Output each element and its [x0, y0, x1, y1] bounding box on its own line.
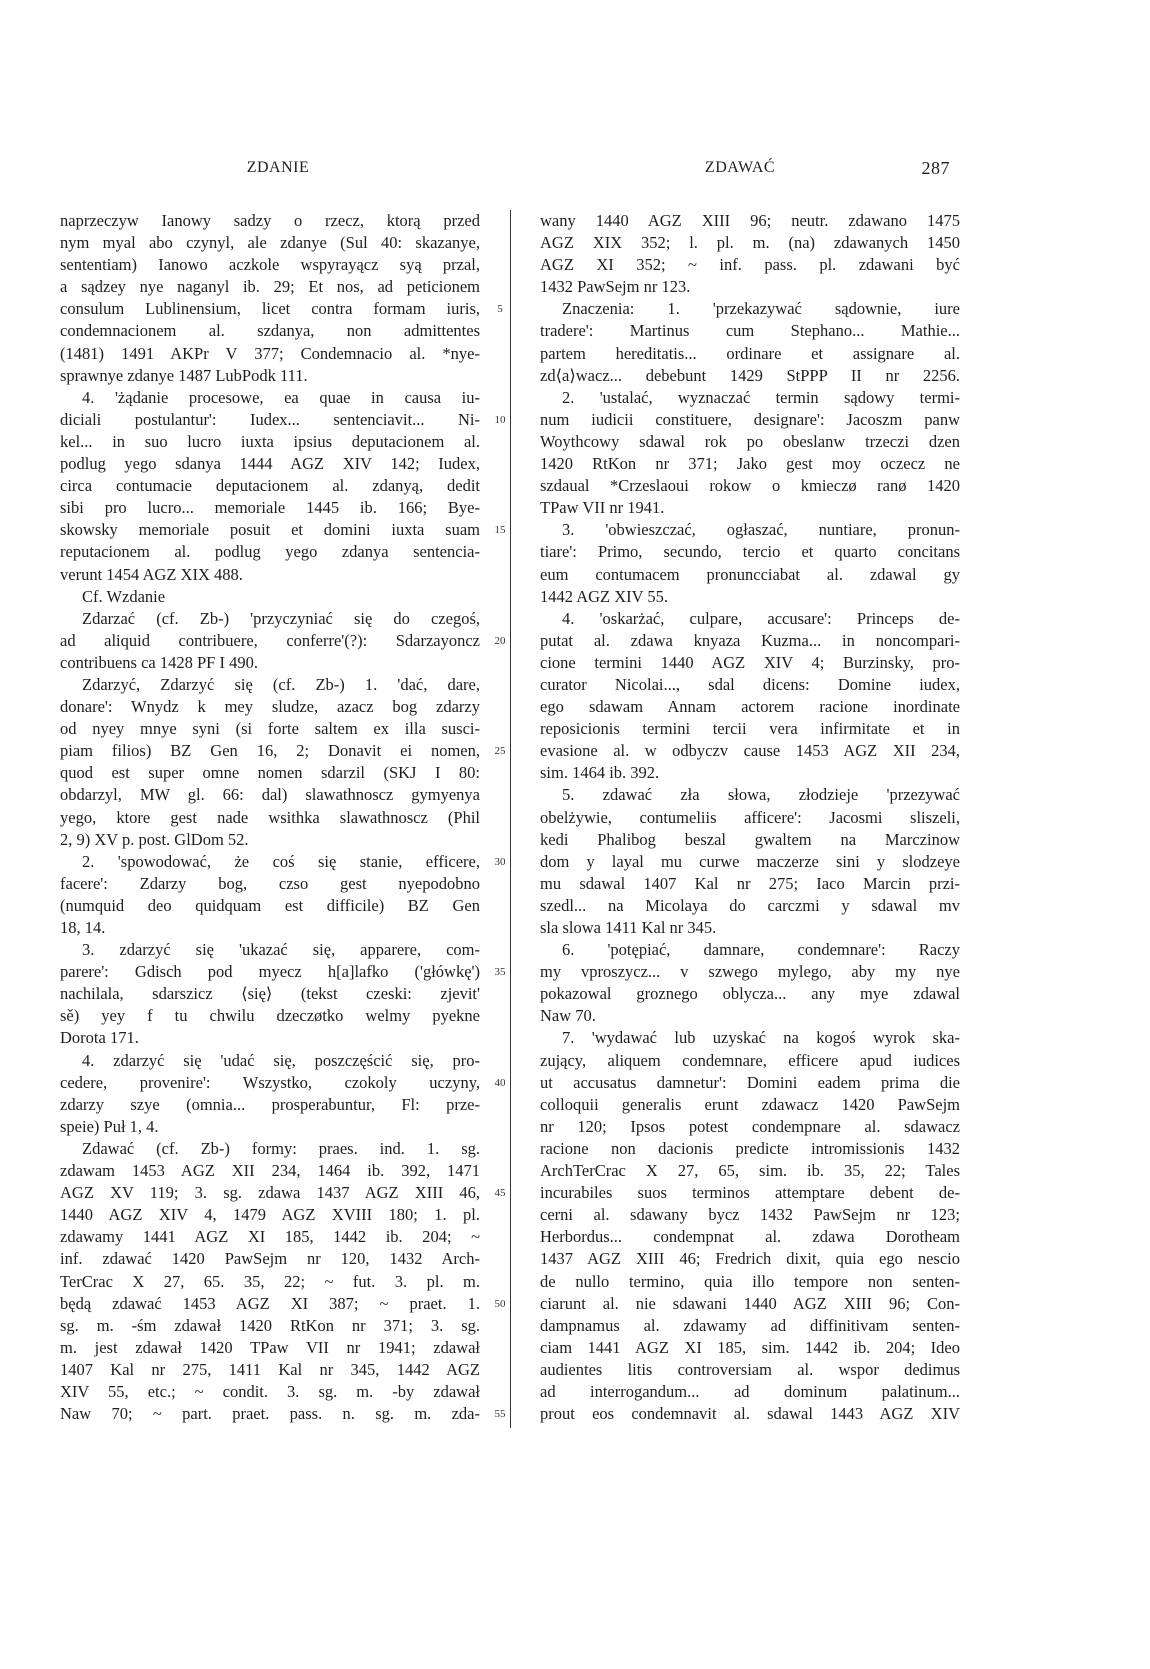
text-line: a sądzey nye naganyl ib. 29; Et nos, ad peticionem: [60, 277, 480, 297]
text-line: obelżywie, contumeliis afficere': Jacosmi sliszeli,: [540, 807, 960, 827]
text-line: Dorota 171.: [60, 1028, 139, 1048]
text-line: Zdarzać (cf. Zb-) 'przyczyniać się do czegoś,: [82, 608, 480, 628]
text-line: Herbordus... condempnat al. zdawa Dorotheam: [540, 1227, 960, 1247]
text-line: de nullo termino, quia illo tempore non senten-: [540, 1271, 960, 1291]
text-line: sibi pro lucro... memoriale 1445 ib. 166; Bye-: [60, 498, 480, 518]
line-number: 55: [494, 1408, 506, 1421]
text-line: cerni al. sdawany bycz 1432 PawSejm nr 123;: [540, 1205, 960, 1225]
text-line: eum contumacem pronuncciabat al. zdawal gy: [540, 564, 960, 584]
text-line: kel... in suo lucro iuxta ipsius deputacionem al.: [60, 431, 480, 451]
text-line: ad aliquid contribuere, conferre'(?): Sdarzayoncz: [60, 630, 480, 650]
text-line: cedere, provenire': Wszystko, czokoly uczyny,: [60, 1072, 480, 1092]
text-line: szedl... na Micolaya do carczmi y sdawal mv: [540, 895, 960, 915]
page-number: 287: [921, 158, 950, 178]
text-line: kedi Phalibog beszal gwaltem na Marczinow: [540, 829, 960, 849]
text-line: 1420 RtKon nr 371; Jako gest moy oczecz ne: [540, 454, 960, 474]
right-column: [540, 210, 960, 1425]
text-line: ego sdawam Annam actorem racione inordinate: [540, 697, 960, 717]
text-line: ciarunt al. nie sdawani 1440 AGZ XIII 96; Con-: [540, 1293, 960, 1313]
text-line: m. jest zdawał 1420 TPaw VII nr 1941; zdawał: [60, 1337, 480, 1357]
text-line: 2. 'spowodować, że coś się stanie, efficere,: [82, 851, 480, 871]
line-number: 45: [494, 1187, 506, 1200]
text-line: donare': Wnydz k mey sludze, azacz bog zdarzy: [60, 697, 480, 717]
text-line: prout eos condemnavit al. sdawal 1443 AGZ XIV: [540, 1404, 960, 1424]
text-line: XIV 55, etc.; ~ condit. 3. sg. m. -by zdawał: [60, 1381, 480, 1401]
running-head-left: ZDANIE: [246, 159, 310, 176]
text-line: 1442 AGZ XIV 55.: [540, 586, 669, 606]
text-line: Naw 70; ~ part. praet. pass. n. sg. m. zda-: [60, 1404, 480, 1424]
text-line: Cf. Wzdanie: [82, 586, 166, 606]
text-line: 4. 'żądanie procesowe, ea quae in causa iu-: [82, 387, 480, 407]
text-line: circa contumacie deputacionem al. zdanyą, dedit: [60, 476, 480, 496]
line-number: 15: [494, 524, 506, 537]
text-line: od nyey mnye syni (si forte saltem ex illa susci-: [60, 719, 480, 739]
line-number: 30: [494, 855, 506, 868]
text-line: Zdarzyć, Zdarzyć się (cf. Zb-) 1. 'dać, dare,: [82, 674, 480, 694]
text-line: zdawam 1453 AGZ XII 234, 1464 ib. 392, 1471: [60, 1161, 480, 1181]
text-line: naprzeczyw Ianowy sadzy o rzecz, ktorą przed: [60, 211, 480, 230]
text-line: inf. zdawać 1420 PawSejm nr 120, 1432 Arch-: [60, 1249, 480, 1269]
text-line: 4. zdarzyć się 'udać się, poszczęścić się, pro-: [82, 1050, 480, 1070]
column-divider: [510, 210, 511, 1428]
text-line: 6. 'potępiać, damnare, condemnare': Raczy: [562, 940, 960, 960]
text-line: audientes litis controversiam al. wspor dedimus: [540, 1359, 960, 1379]
line-number: 40: [494, 1076, 506, 1089]
text-line: diciali postulantur': Iudex... sentenciavit... Ni-: [60, 409, 480, 429]
text-line: zdawamy 1441 AGZ XI 185, 1442 ib. 204; ~: [60, 1227, 480, 1247]
text-line: 1437 AGZ XIII 46; Fredrich dixit, quia ego nescio: [540, 1249, 960, 1269]
text-line: ad interrogandum... ad dominum palatinum...: [540, 1381, 960, 1401]
text-line: zujący, aliquem condemnare, efficere apud iudices: [540, 1050, 960, 1070]
text-line: reputacionem al. podlug yego zdanya sentencia-: [60, 542, 480, 562]
text-line: szdaual *Crzeslaoui rokow o kmieczø ranø 1420: [540, 476, 960, 496]
text-line: 1432 PawSejm nr 123.: [540, 277, 691, 297]
text-line: partem hereditatis... ordinare et assignare al.: [540, 343, 960, 363]
text-line: Woythcowy sdawal rok po obeslanw trzeczi dzen: [540, 431, 960, 451]
text-line: consulum Lublinensium, licet contra formam iuris,: [60, 299, 480, 319]
running-head-right: ZDAWAĆ: [704, 159, 776, 176]
text-line: nachilala, sdarszicz ⟨się⟩ (tekst czeski: zjevit': [60, 984, 480, 1004]
text-line: sě) yey f tu chwilu dzeczøtko welmy pyekne: [60, 1006, 480, 1026]
line-number: 50: [494, 1297, 506, 1310]
text-line: parere': Gdisch pod myecz h[a]lafko ('główkę'): [60, 962, 480, 982]
text-line: TPaw VII nr 1941.: [540, 498, 665, 518]
text-line: skowsky memoriale posuit et domini iuxta suam: [60, 520, 480, 540]
text-line: zd⟨a⟩wacz... debebunt 1429 StPPP II nr 2256.: [540, 365, 960, 385]
text-line: 18, 14.: [60, 918, 106, 937]
text-line: zdarzy szye (omnia... prosperabuntur, Fl: prze-: [60, 1094, 480, 1114]
text-line: speie) Puł 1, 4.: [60, 1116, 159, 1136]
text-line: piam filios) BZ Gen 16, 2; Donavit ei nomen,: [60, 741, 480, 761]
text-line: 2, 9) XV p. post. GlDom 52.: [60, 829, 249, 849]
text-line: yego, ktore gest nade wsithka slawathnoscz (Phil: [60, 807, 480, 827]
line-number: 10: [494, 413, 506, 426]
text-line: putat al. zdawa knyaza Kuzma... in noncompari-: [540, 630, 960, 650]
text-line: mu sdawal 1407 Kal nr 275; Iaco Marcin przi-: [540, 873, 960, 893]
text-line: 3. zdarzyć się 'ukazać się, apparere, com-: [82, 940, 480, 960]
text-line: sla slowa 1411 Kal nr 345.: [540, 918, 717, 937]
text-line: dom y layal mu curwe maczerze sini y slodzeye: [540, 851, 960, 871]
text-line: cione termini 1440 AGZ XIV 4; Burzinsky, pro-: [540, 652, 960, 672]
text-line: evasione al. w odbyczv cause 1453 AGZ XII 234,: [540, 741, 960, 761]
text-line: TerCrac X 27, 65. 35, 22; ~ fut. 3. pl. m.: [60, 1271, 480, 1291]
text-line: AGZ XV 119; 3. sg. zdawa 1437 AGZ XIII 46,: [60, 1183, 480, 1203]
text-line: 1440 AGZ XIV 4, 1479 AGZ XVIII 180; 1. pl.: [60, 1205, 480, 1225]
text-line: Zdawać (cf. Zb-) formy: praes. ind. 1. sg.: [82, 1138, 480, 1158]
text-line: tradere': Martinus cum Stephano... Mathie...: [540, 321, 960, 341]
text-line: sprawnye zdanye 1487 LubPodk 111.: [60, 365, 308, 385]
text-line: ciam 1441 AGZ XI 185, sim. 1442 ib. 204; Ideo: [540, 1337, 960, 1357]
text-line: AGZ XIX 352; l. pl. m. (na) zdawanych 1450: [540, 233, 960, 253]
text-line: ut accusatus damnetur': Domini eadem prima die: [540, 1072, 960, 1092]
text-line: będą zdawać 1453 AGZ XI 387; ~ praet. 1.: [60, 1293, 480, 1313]
text-line: 4. 'oskarżać, culpare, accusare': Princeps de-: [562, 608, 960, 628]
line-number: 35: [494, 966, 506, 979]
text-line: ArchTerCrac X 27, 65, sim. ib. 35, 22; Tales: [540, 1161, 960, 1181]
text-line: dampnamus al. zdawamy ad diffinitivam senten-: [540, 1315, 960, 1335]
text-line: sim. 1464 ib. 392.: [540, 763, 660, 783]
text-line: AGZ XI 352; ~ inf. pass. pl. zdawani być: [540, 255, 960, 275]
text-line: tiare': Primo, secundo, tercio et quarto concitans: [540, 542, 960, 562]
text-line: curator Nicolai..., sdal dicens: Domine iudex,: [540, 674, 960, 694]
text-line: nym myal abo czynyl, ale zdanye (Sul 40: skazanye,: [60, 233, 480, 253]
text-line: 5. zdawać zła słowa, złodzieje 'przezywać: [562, 785, 960, 805]
text-line: Naw 70.: [540, 1006, 596, 1026]
text-line: contribuens ca 1428 PF I 490.: [60, 652, 258, 672]
text-line: condemnacionem al. szdanya, non admittentes: [60, 321, 480, 341]
text-line: obdarzyl, MW gl. 66: dal) slawathnoscz gymyenya: [60, 785, 480, 805]
text-line: reposicionis termini tercii vera infirmitate et in: [540, 719, 960, 739]
text-line: sg. m. -śm zdawał 1420 RtKon nr 371; 3. sg.: [60, 1315, 480, 1335]
text-line: num iudicii constituere, designare': Jacoszm panw: [540, 409, 960, 429]
text-line: facere': Zdarzy bog, czso gest nyepodobno: [60, 873, 480, 893]
text-line: sententiam) Ianowo aczkole wspyrayącz syą przal,: [60, 255, 480, 275]
text-line: nr 120; Ipsos potest condempnare al. sdawacz: [540, 1116, 960, 1136]
text-line: pokazowal groznego oblycza... any mye zdawal: [540, 984, 960, 1004]
text-line: 2. 'ustalać, wyznaczać termin sądowy termi-: [562, 387, 960, 407]
text-line: racione non dacionis predicte intromissionis 1432: [540, 1138, 960, 1158]
line-number: 25: [494, 745, 506, 758]
text-line: 3. 'obwieszczać, ogłaszać, nuntiare, pronun-: [562, 520, 960, 540]
text-line: colloquii generalis erunt zdawacz 1420 PawSejm: [540, 1094, 960, 1114]
text-line: incurabiles suos terminos attemptare debent de-: [540, 1183, 960, 1203]
text-line: wany 1440 AGZ XIII 96; neutr. zdawano 1475: [540, 211, 960, 230]
text-line: quod est super omne nomen sdarzil (SKJ I 80:: [60, 763, 480, 783]
left-column: [60, 210, 480, 1425]
text-line: verunt 1454 AGZ XIX 488.: [60, 564, 243, 584]
text-line: podlug yego sdanya 1444 AGZ XIV 142; Iudex,: [60, 454, 480, 474]
text-line: (1481) 1491 AKPr V 377; Condemnacio al. *nye-: [60, 343, 480, 363]
text-line: 1407 Kal nr 275, 1411 Kal nr 345, 1442 AGZ: [60, 1359, 480, 1379]
line-number: 5: [497, 303, 503, 316]
text-line: (numquid deo quidquam est difficile) BZ Gen: [60, 895, 480, 915]
line-number: 20: [494, 634, 506, 647]
text-line: Znaczenia: 1. 'przekazywać sądownie, iure: [562, 299, 960, 319]
text-line: 7. 'wydawać lub uzyskać na kogoś wyrok ska-: [562, 1028, 960, 1048]
text-line: my vproszycz... v szwego mylego, aby my nye: [540, 962, 960, 982]
